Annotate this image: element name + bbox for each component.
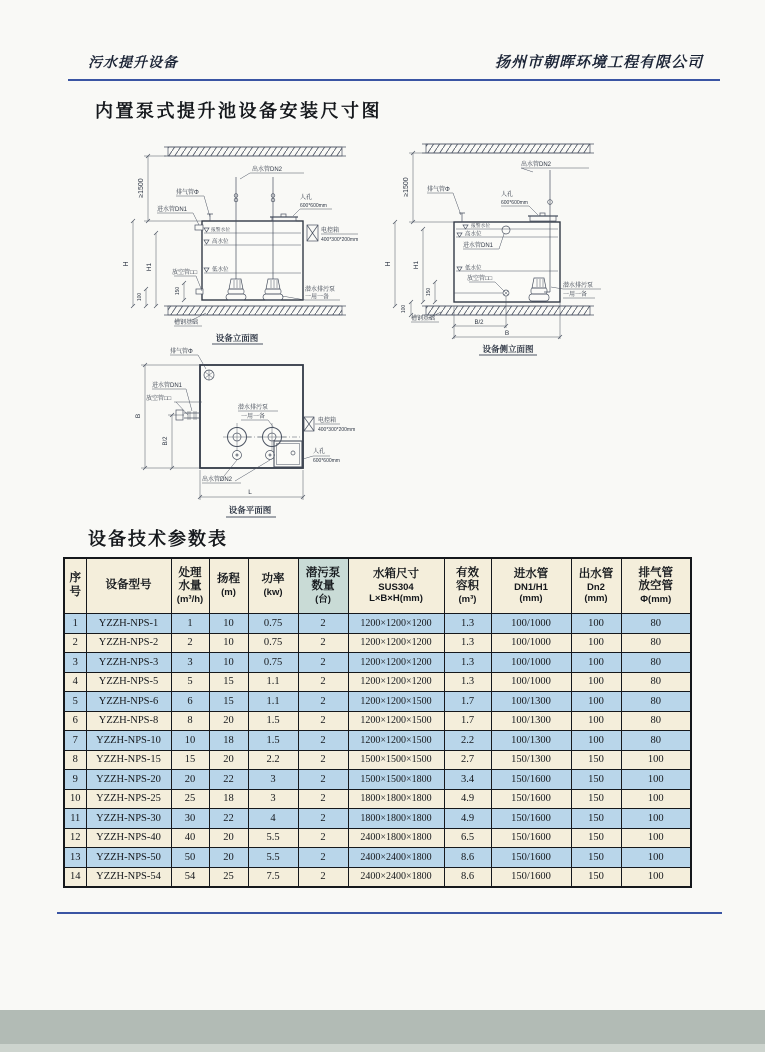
dim-H: H xyxy=(385,261,392,267)
cell: 15 xyxy=(209,672,248,692)
col-header: 设备型号 xyxy=(86,558,171,614)
cell: 8 xyxy=(64,750,86,770)
cell: 80 xyxy=(621,614,691,634)
vent-pipe-icon xyxy=(207,214,213,221)
dim-H1: H1 xyxy=(413,260,420,270)
cell: 100 xyxy=(571,614,621,634)
cell: 2.2 xyxy=(248,750,298,770)
cell: 2 xyxy=(298,789,348,809)
label-pump-note: 一用一备 xyxy=(241,414,266,420)
cell: 25 xyxy=(171,789,209,809)
cell: 2 xyxy=(298,848,348,868)
table-row xyxy=(64,692,691,712)
cell: 1500×1500×1800 xyxy=(348,770,444,790)
cell: 2 xyxy=(298,750,348,770)
cell: 80 xyxy=(621,633,691,653)
dim-100: 100 xyxy=(401,304,407,314)
cell: YZZH-NPS-50 xyxy=(86,848,171,868)
cell: 14 xyxy=(64,867,86,887)
diagram-elevation-front xyxy=(100,133,390,358)
cell: 150/1600 xyxy=(491,828,571,848)
page-title: 内置泵式提升池设备安装尺寸图 xyxy=(95,101,382,121)
cell: 1200×1200×1200 xyxy=(348,653,444,673)
cell: 10 xyxy=(209,653,248,673)
cell: 20 xyxy=(209,711,248,731)
cell: 150 xyxy=(571,848,621,868)
cell: 100 xyxy=(621,848,691,868)
footer-rule xyxy=(57,912,722,914)
cell: 1 xyxy=(64,614,86,634)
table-body xyxy=(64,614,691,888)
cell: 150 xyxy=(571,809,621,829)
ceiling-hatch xyxy=(168,147,342,156)
cell: YZZH-NPS-2 xyxy=(86,633,171,653)
dim-150: 150 xyxy=(175,286,181,296)
table-row xyxy=(64,711,691,731)
label-drain: 放空管□□ xyxy=(467,276,493,282)
cell: 150/1600 xyxy=(491,867,571,887)
control-box-icon xyxy=(307,225,318,241)
label-low-level: 低水位 xyxy=(465,265,482,272)
cell: 1200×1200×1500 xyxy=(348,731,444,751)
cell: 4.9 xyxy=(444,789,491,809)
label-drain: 放空管□□ xyxy=(146,396,172,402)
label-inlet-dn1: 进水管DN1 xyxy=(157,207,188,213)
table-title: 设备技术参数表 xyxy=(88,529,228,549)
label-high-level: 高水位 xyxy=(212,239,229,245)
col-header: 功率 (kw) xyxy=(248,558,298,614)
label-manhole-size: 600*600mm xyxy=(501,200,528,206)
label-manhole-size: 600*600mm xyxy=(300,203,327,209)
cell: 50 xyxy=(171,848,209,868)
scan-edge-strip-light xyxy=(0,1044,765,1052)
label-low-level: 低水位 xyxy=(212,267,229,273)
cell: 40 xyxy=(171,828,209,848)
cell: 150/1600 xyxy=(491,848,571,868)
cell: 2 xyxy=(298,633,348,653)
cell: 1800×1800×1800 xyxy=(348,809,444,829)
cell: 30 xyxy=(171,809,209,829)
label-manhole: 人孔 xyxy=(313,449,326,455)
cell: 0.75 xyxy=(248,633,298,653)
cell: YZZH-NPS-8 xyxy=(86,711,171,731)
label-inlet-dn1: 进水管DN1 xyxy=(463,243,494,249)
table-row xyxy=(64,789,691,809)
cell: 100/1000 xyxy=(491,614,571,634)
cell: 15 xyxy=(171,750,209,770)
cell: 1200×1200×1200 xyxy=(348,614,444,634)
cell: 22 xyxy=(209,809,248,829)
cell: YZZH-NPS-15 xyxy=(86,750,171,770)
cell: 20 xyxy=(209,828,248,848)
table-row xyxy=(64,867,691,887)
cell: 10 xyxy=(171,731,209,751)
label-panel-size: 400*300*200mm xyxy=(318,427,356,433)
cell: 3 xyxy=(64,653,86,673)
dim-B2: B/2 xyxy=(163,436,169,446)
table-row xyxy=(64,633,691,653)
cell: 20 xyxy=(171,770,209,790)
col-header: 排气管 放空管 Φ(mm) xyxy=(621,558,691,614)
cell: 100 xyxy=(621,828,691,848)
cell: 2400×2400×1800 xyxy=(348,848,444,868)
cell: 18 xyxy=(209,731,248,751)
label-alarm-level: 报警水位 xyxy=(471,224,491,229)
inlet-stub-icon xyxy=(195,225,203,230)
cell: 100 xyxy=(621,809,691,829)
cell: 3 xyxy=(248,770,298,790)
manhole-icon xyxy=(528,213,558,221)
dim-min-height: ≥1500 xyxy=(403,177,410,197)
cell: 100 xyxy=(571,672,621,692)
label-vent: 排气管Φ xyxy=(176,190,199,196)
cell: 2 xyxy=(298,770,348,790)
cell: 80 xyxy=(621,672,691,692)
label-outlet-dn2: 出水管DN2 xyxy=(252,167,283,173)
label-base: 槽钢基础 xyxy=(411,316,436,322)
cell: 3 xyxy=(248,789,298,809)
cell: 2 xyxy=(298,672,348,692)
cell: 2 xyxy=(298,731,348,751)
cell: 100 xyxy=(621,750,691,770)
dim-B2: B/2 xyxy=(474,320,484,326)
cell: 6 xyxy=(64,711,86,731)
dim-L: L xyxy=(248,489,252,496)
cell: 20 xyxy=(209,750,248,770)
cell: 11 xyxy=(64,809,86,829)
cell: 5 xyxy=(171,672,209,692)
cell: 5 xyxy=(64,692,86,712)
cell: 100/1300 xyxy=(491,692,571,712)
cell: 8.6 xyxy=(444,867,491,887)
cell: 5.5 xyxy=(248,828,298,848)
table-row xyxy=(64,848,691,868)
label-panel: 电控箱 xyxy=(321,228,340,234)
cell: 1.7 xyxy=(444,692,491,712)
cell: 2 xyxy=(298,828,348,848)
cell: 100/1000 xyxy=(491,653,571,673)
cell: 100/1000 xyxy=(491,633,571,653)
table-row xyxy=(64,672,691,692)
table-row xyxy=(64,750,691,770)
label-manhole-size: 600*600mm xyxy=(313,458,340,464)
cell: 20 xyxy=(209,848,248,868)
cell: YZZH-NPS-54 xyxy=(86,867,171,887)
diagram-plan xyxy=(110,345,390,525)
cell: 0.75 xyxy=(248,653,298,673)
dim-B: B xyxy=(135,413,142,419)
cell: YZZH-NPS-10 xyxy=(86,731,171,751)
cell: 100 xyxy=(571,633,621,653)
cell: 80 xyxy=(621,711,691,731)
cell: 10 xyxy=(64,789,86,809)
label-pump-note: 一用一备 xyxy=(305,294,330,301)
col-header: 有效 容积 (m³) xyxy=(444,558,491,614)
cell: 100 xyxy=(571,731,621,751)
cell: YZZH-NPS-3 xyxy=(86,653,171,673)
label-inlet-dn1: 进水管DN1 xyxy=(152,383,183,389)
cell: 12 xyxy=(64,828,86,848)
cell: 13 xyxy=(64,848,86,868)
cell: YZZH-NPS-40 xyxy=(86,828,171,848)
cell: 8.6 xyxy=(444,848,491,868)
cell: YZZH-NPS-30 xyxy=(86,809,171,829)
cell: 2.2 xyxy=(444,731,491,751)
cell: 1.3 xyxy=(444,653,491,673)
dim-H1: H1 xyxy=(146,262,153,272)
ceiling-hatch xyxy=(426,144,590,153)
cell: 150/1300 xyxy=(491,750,571,770)
cell: 1200×1200×1200 xyxy=(348,633,444,653)
cell: 10 xyxy=(209,633,248,653)
label-pump: 潜水排污泵 xyxy=(563,283,594,289)
table-row xyxy=(64,828,691,848)
label-panel-size: 400*300*200mm xyxy=(321,237,359,243)
cell: 1200×1200×1200 xyxy=(348,672,444,692)
cell: 1.7 xyxy=(444,711,491,731)
cell: 9 xyxy=(64,770,86,790)
cell: 80 xyxy=(621,731,691,751)
dim-min-height: ≥1500 xyxy=(138,178,145,198)
cell: 2 xyxy=(298,809,348,829)
label-outlet-dn2: 出水管DN2 xyxy=(202,477,233,483)
label-pump: 潜水排污泵 xyxy=(238,405,269,411)
col-header: 进水管 DN1/H1 (mm) xyxy=(491,558,571,614)
label-panel: 电控箱 xyxy=(318,418,337,424)
cell: 100 xyxy=(621,770,691,790)
table-row xyxy=(64,653,691,673)
label-manhole: 人孔 xyxy=(300,195,313,201)
cell: 2400×1800×1800 xyxy=(348,828,444,848)
cell: 15 xyxy=(209,692,248,712)
cell: 1.5 xyxy=(248,711,298,731)
caption-plan-view: 设备平面图 xyxy=(228,505,272,515)
cell: YZZH-NPS-20 xyxy=(86,770,171,790)
cell: 7 xyxy=(64,731,86,751)
cell: 2 xyxy=(298,711,348,731)
cell: 100/1000 xyxy=(491,672,571,692)
dim-B: B xyxy=(504,330,510,337)
table-row xyxy=(64,770,691,790)
dim-H: H xyxy=(123,261,130,267)
header-row xyxy=(64,558,691,614)
cell: 5.5 xyxy=(248,848,298,868)
caption-side-view: 设备侧立面图 xyxy=(482,344,534,354)
col-header: 水箱尺寸 SUS304 L×B×H(mm) xyxy=(348,558,444,614)
cell: 2.7 xyxy=(444,750,491,770)
cell: 2 xyxy=(298,692,348,712)
param-table xyxy=(63,557,692,888)
control-box-icon xyxy=(304,417,314,431)
label-vent: 排气管Φ xyxy=(427,187,450,193)
cell: 1.3 xyxy=(444,672,491,692)
cell: 3 xyxy=(171,653,209,673)
label-pump: 潜水排污泵 xyxy=(305,287,336,293)
header-rule xyxy=(68,79,720,81)
cell: 1.1 xyxy=(248,692,298,712)
cell: 54 xyxy=(171,867,209,887)
header-left-text: 污水提升设备 xyxy=(88,56,178,71)
cell: 100 xyxy=(571,692,621,712)
diagram-elevation-side xyxy=(383,130,673,360)
cell: 6 xyxy=(171,692,209,712)
cell: 150 xyxy=(571,867,621,887)
cell: 4 xyxy=(64,672,86,692)
drain-stub-icon xyxy=(196,289,203,294)
col-header: 潜污泵 数量 (台) xyxy=(298,558,348,614)
cell: 150 xyxy=(571,828,621,848)
cell: 150 xyxy=(571,770,621,790)
cell: 150 xyxy=(571,789,621,809)
scan-edge-strip xyxy=(0,1010,765,1044)
col-header: 序 号 xyxy=(64,558,86,614)
cell: 1.5 xyxy=(248,731,298,751)
cell: 2 xyxy=(298,614,348,634)
dim-100: 100 xyxy=(137,292,143,302)
label-base: 槽钢基础 xyxy=(174,320,199,326)
caption-front-view: 设备立面图 xyxy=(215,333,259,343)
cell: 4 xyxy=(248,809,298,829)
cell: 22 xyxy=(209,770,248,790)
cell: YZZH-NPS-5 xyxy=(86,672,171,692)
header-right-text: 扬州市朝晖环境工程有限公司 xyxy=(494,55,703,71)
table-row xyxy=(64,731,691,751)
cell: 8 xyxy=(171,711,209,731)
cell: YZZH-NPS-1 xyxy=(86,614,171,634)
label-vent: 排气管Φ xyxy=(170,349,193,355)
cell: 2400×2400×1800 xyxy=(348,867,444,887)
label-outlet-dn2: 出水管DN2 xyxy=(521,162,552,168)
label-manhole: 人孔 xyxy=(501,192,514,198)
cell: 18 xyxy=(209,789,248,809)
cell: 100/1300 xyxy=(491,731,571,751)
cell: 2 xyxy=(298,653,348,673)
floor-hatch xyxy=(168,306,342,315)
cell: 100/1300 xyxy=(491,711,571,731)
cell: 1500×1500×1500 xyxy=(348,750,444,770)
cell: 100 xyxy=(571,711,621,731)
cell: 1.3 xyxy=(444,614,491,634)
cell: 2 xyxy=(171,633,209,653)
cell: 1.3 xyxy=(444,633,491,653)
cell: 1800×1800×1800 xyxy=(348,789,444,809)
table-row xyxy=(64,809,691,829)
cell: 7.5 xyxy=(248,867,298,887)
cell: 150/1600 xyxy=(491,789,571,809)
cell: 100 xyxy=(571,653,621,673)
cell: 80 xyxy=(621,692,691,712)
cell: 10 xyxy=(209,614,248,634)
cell: 1200×1200×1500 xyxy=(348,711,444,731)
table-row xyxy=(64,614,691,634)
cell: YZZH-NPS-25 xyxy=(86,789,171,809)
cell: 4.9 xyxy=(444,809,491,829)
cell: 1 xyxy=(171,614,209,634)
label-drain: 放空管□□ xyxy=(172,270,198,276)
vent-pipe-icon xyxy=(459,213,465,222)
cell: 3.4 xyxy=(444,770,491,790)
cell: YZZH-NPS-6 xyxy=(86,692,171,712)
col-header: 扬程 (m) xyxy=(209,558,248,614)
dim-150: 150 xyxy=(426,287,432,297)
cell: 150/1600 xyxy=(491,809,571,829)
col-header: 处理 水量 (m³/h) xyxy=(171,558,209,614)
label-high-level: 高水位 xyxy=(465,231,482,238)
floor-hatch xyxy=(426,306,590,315)
cell: 100 xyxy=(621,867,691,887)
label-pump-note: 一用一备 xyxy=(563,292,588,298)
label-alarm-level: 报警水位 xyxy=(211,228,231,233)
cell: 0.75 xyxy=(248,614,298,634)
cell: 6.5 xyxy=(444,828,491,848)
cell: 2 xyxy=(64,633,86,653)
cell: 100 xyxy=(621,789,691,809)
cell: 2 xyxy=(298,867,348,887)
cell: 1.1 xyxy=(248,672,298,692)
cell: 150/1600 xyxy=(491,770,571,790)
cell: 80 xyxy=(621,653,691,673)
col-header: 出水管 Dn2 (mm) xyxy=(571,558,621,614)
cell: 1200×1200×1500 xyxy=(348,692,444,712)
cell: 25 xyxy=(209,867,248,887)
cell: 150 xyxy=(571,750,621,770)
